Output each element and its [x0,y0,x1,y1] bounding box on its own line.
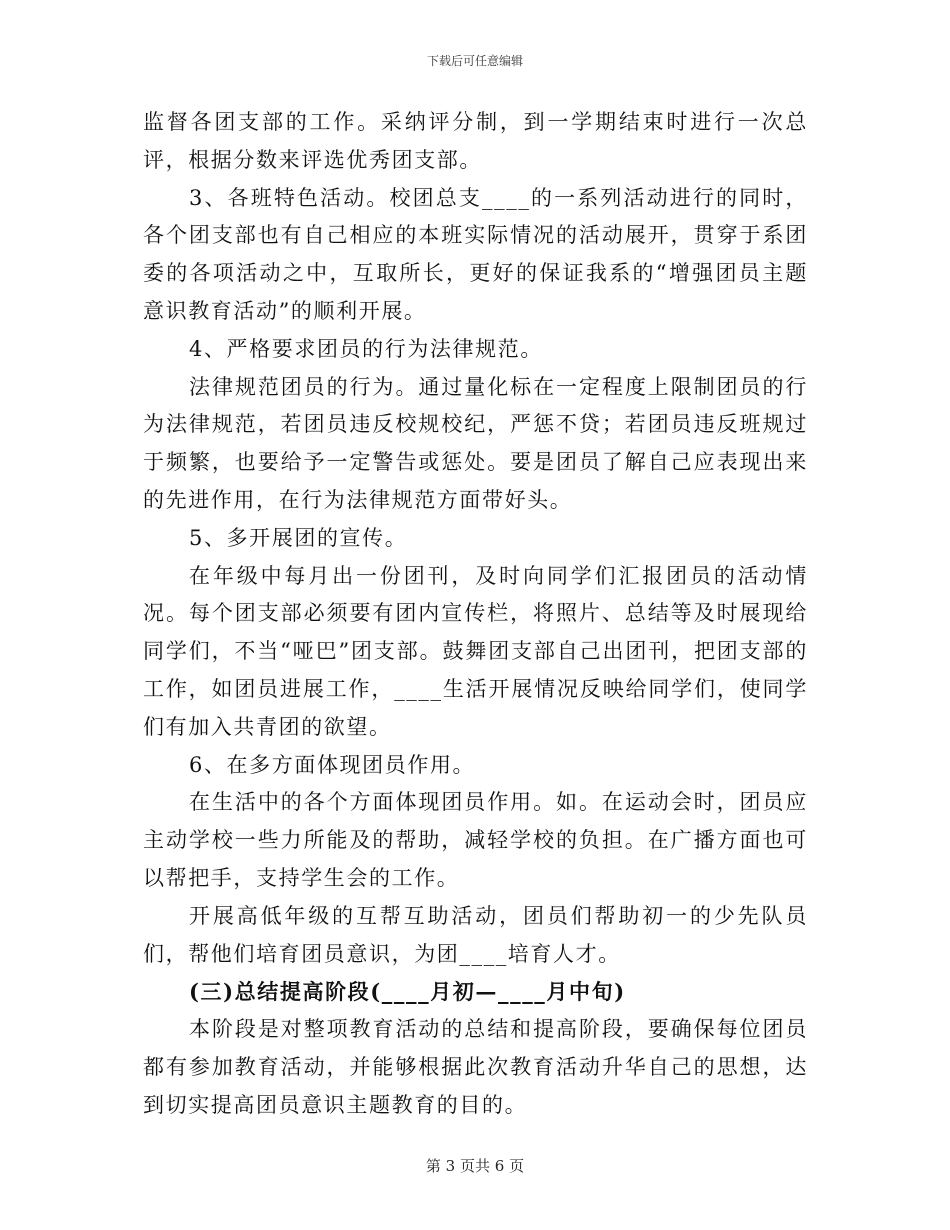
paragraph-3: 4、严格要求团员的行为法律规范。 [189,336,543,361]
paragraph-8: 在生活中的各个方面体现团员作用。如。在运动会时，团员应主动学校一些力所能及的帮助，减轻学校的负担。在广播方面也可以帮把手，支持学生会的工作。 [143,790,808,890]
paragraph-1: 监督各团支部的工作。采纳评分制，到一学期结束时进行一次总评，根据分数来评选优秀团支部。 [143,110,808,172]
page-header: 下载后可任意编辑 [426,54,523,68]
paragraph-7: 6、在多方面体现团员作用。 [189,752,476,777]
paragraph-6: 在年级中每月出一份团刊，及时向同学们汇报团员的活动情况。每个团支部必须要有团内宣传栏，将照片、总结等及时展现给同学们，不当“哑巴”团支部。鼓舞团支部自己出团刊，把团支部的工作，如团员进展工作，____生活开展情况反映给同学们，使同学们有加入共青团的欲望。 [143,563,808,739]
document-body [143,104,808,1125]
paragraph-5: 5、多开展团的宣传。 [189,525,408,550]
page-footer: 第 3 页共 6 页 [425,1157,525,1175]
paragraph-11: 本阶段是对整项教育活动的总结和提高阶段，要确保每位团员都有参加教育活动，并能够根据此次教育活动升华自己的思想，达到切实提高团员意识主题教育的目的。 [143,1017,808,1117]
paragraph-2: 3、各班特色活动。校团总支____的一系列活动进行的同时，各个团支部也有自己相应的本班实际情况的活动展开，贯穿于系团委的各项活动之中，互取所长，更好的保证我系的“增强团员主题意识教育活动”的顺利开展。 [143,185,808,323]
section-heading: (三)总结提高阶段(____月初—____月中旬) [189,979,626,1005]
paragraph-9: 开展高低年级的互帮互助活动，团员们帮助初一的少先队员们，帮他们培育团员意识，为团____培育人才。 [143,903,808,966]
paragraph-4: 法律规范团员的行为。通过量化标在一定程度上限制团员的行为法律规范，若团员违反校规校纪，严惩不贷；若团员违反班规过于频繁，也要给予一定警告或惩处。要是团员了解自己应表现出来的先进作用，在行为法律规范方面带好头。 [143,374,808,512]
